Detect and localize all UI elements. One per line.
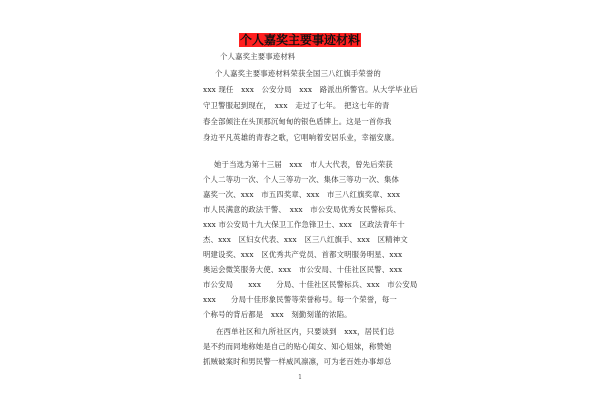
- paragraph-line: 个称号的背后都是 xxx 刻勤刻谨的浓陷。: [203, 310, 352, 319]
- paragraph-line: 杰、xxx 区妇女代表、xxx 区三八红旗手、xxx 区精神文: [203, 235, 408, 244]
- paragraph-line: 市公安局 xxx 分局、十佳社区民警标兵、xxx 市公安局: [203, 280, 418, 289]
- paragraph-line: 抓贼破案时和男民警一样威风凛凛，可为老百姓办事却总: [203, 357, 392, 366]
- paragraph-line: 嘉奖一次、xxx 市五四奖章、xxx 市三八红旗奖章、xxx: [203, 190, 401, 199]
- paragraph-line: xxx 市公安局十九大保卫工作急锋卫士、xxx 区政法青年十: [203, 220, 405, 229]
- document-title-text: 个人嘉奖主要事迹材料: [239, 33, 360, 47]
- paragraph-line: 个人嘉奖主要事迹材料荣获全国三八红旗手荣誉的: [215, 69, 381, 78]
- paragraph-line: xxx 分局十佳形象民警等荣誉称号。每一个荣誉，每一: [203, 295, 397, 304]
- paragraph-line: xxx 现任 xxx 公安分局 xxx 路派出所警官。从大学毕业后: [203, 85, 418, 94]
- paragraph-line: 春全部倾注在头顶那沉甸甸的银色盾牌上。这是一首你我: [203, 117, 392, 126]
- paragraph-line: 是不约而同地称她是自己的贴心闺女、知心姐妹，称赞她: [203, 342, 392, 351]
- paragraph-line: 市人民满意的政法干警、 xxx 市公安局优秀女民警标兵、: [203, 205, 401, 214]
- document-title: [0, 33, 600, 47]
- paragraph-line: 明建设奖、xxx 区优秀共产党员、首都文明服务明星、xxx: [203, 250, 403, 259]
- document-subtitle: 个人嘉奖主要事迹材料: [220, 52, 296, 61]
- paragraph-line: 她于当选为第十三届 xxx 市人大代表，曾先后荣获: [214, 160, 393, 169]
- page-number: 1: [298, 374, 302, 381]
- paragraph-line: 个人二等功一次、个人三等功一次、集体三等功一次、集体: [203, 175, 400, 184]
- paragraph-line: 奥运会微笑服务大使、xxx 市公安局、十佳社区民警、xxx: [203, 265, 403, 274]
- paragraph-line: 在西单社区和九所社区内，只要谈到 xxx，居民们总: [216, 327, 395, 336]
- paragraph-line: 身边平凡英雄的青春之歌，它唱响着安居乐业，幸福安康。: [203, 133, 400, 142]
- paragraph-line: 守卫警服起到现在， xxx 走过了七年。 把这七年的青: [203, 101, 390, 110]
